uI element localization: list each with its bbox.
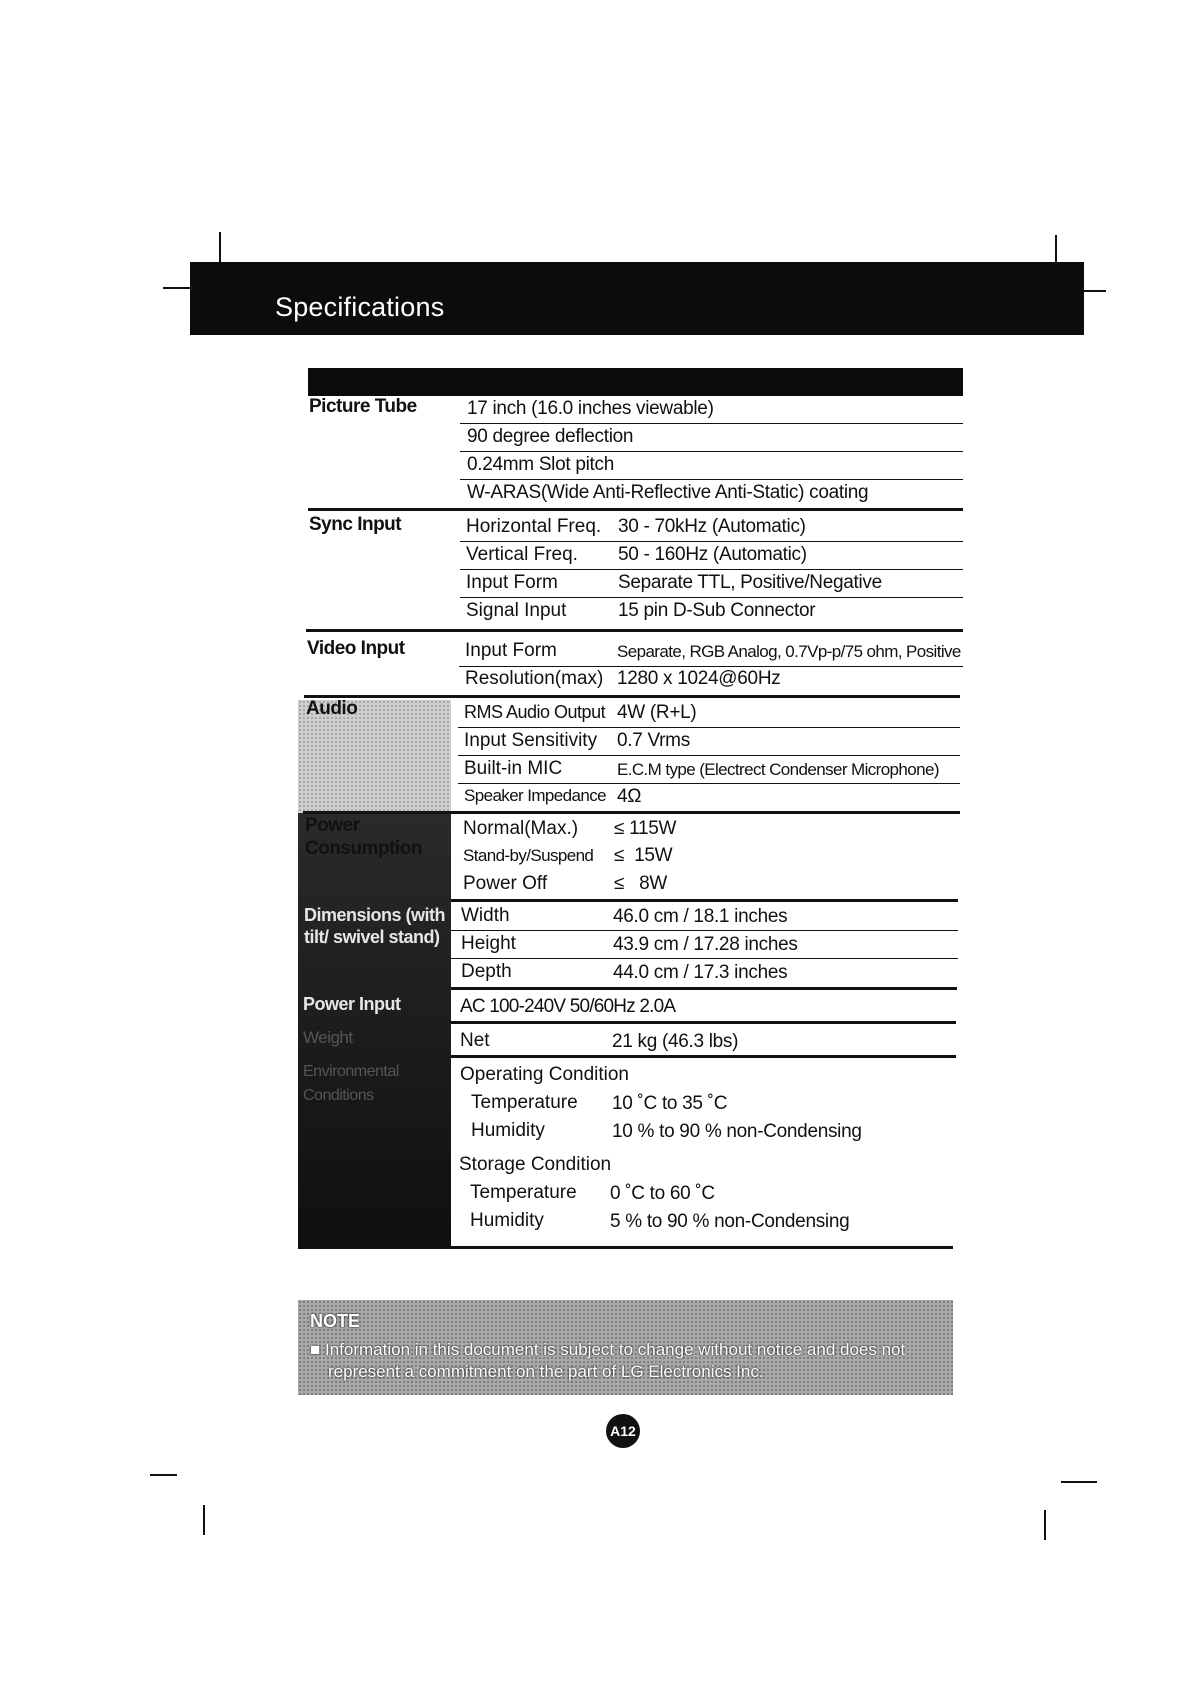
spec-key: Input Form (466, 572, 558, 593)
crop-mark (1044, 1510, 1046, 1540)
row-divider (451, 930, 958, 931)
row-divider (458, 727, 960, 728)
spec-key: Height (461, 933, 516, 954)
section-label-dimensions: Dimensions (with (304, 905, 446, 925)
section-label-picture-tube: Picture Tube (309, 396, 417, 417)
spec-value: 10 ˚C to 35 ˚C (612, 1093, 728, 1114)
table-header-bar (308, 368, 963, 396)
section-divider (303, 811, 960, 814)
crop-mark (150, 1474, 177, 1476)
section-divider (451, 1021, 956, 1024)
spec-line: 90 degree deflection (467, 426, 634, 447)
spec-key: Input Form (465, 640, 557, 661)
spec-key: Temperature (470, 1182, 577, 1203)
spec-key: Depth (461, 961, 512, 982)
section-divider (451, 987, 957, 990)
row-divider (460, 541, 963, 542)
spec-value: Separate, RGB Analog, 0.7Vp-p/75 ohm, Positive (617, 642, 961, 661)
spec-value: ≤ 8W (614, 873, 667, 894)
spec-line: 17 inch (16.0 inches viewable) (467, 398, 714, 419)
row-divider (460, 423, 963, 424)
row-divider (451, 958, 958, 959)
section-divider (451, 899, 958, 902)
page-title: Specifications (275, 292, 445, 322)
spec-key: Built-in MIC (464, 758, 563, 779)
spec-key: Stand-by/Suspend (463, 846, 594, 865)
spec-value: 50 - 160Hz (Automatic) (618, 544, 807, 565)
row-divider (460, 569, 963, 570)
spec-key: RMS Audio Output (464, 702, 606, 722)
spec-key: Horizontal Freq. (466, 516, 602, 537)
section-label-dimensions: tilt/ swivel stand) (304, 927, 440, 947)
spec-key: Width (461, 905, 510, 926)
crop-mark (219, 232, 221, 262)
crop-mark (1055, 235, 1057, 263)
subsection-title: Storage Condition (459, 1154, 612, 1175)
section-divider (304, 695, 960, 698)
section-label-audio: Audio (306, 698, 358, 719)
spec-value: 30 - 70kHz (Automatic) (618, 516, 806, 537)
section-divider (308, 508, 963, 511)
spec-value: 0.7 Vrms (617, 730, 690, 751)
spec-value: AC 100-240V 50/60Hz 2.0A (460, 996, 676, 1017)
note-text: represent a commitment on the part of LG Electronics Inc. (328, 1362, 764, 1381)
spec-key: Humidity (470, 1210, 544, 1231)
spec-value: 5 % to 90 % non-Condensing (610, 1211, 850, 1232)
spec-value: 4Ω (617, 786, 642, 807)
spec-key: Vertical Freq. (466, 544, 578, 565)
row-divider (459, 666, 963, 667)
row-divider (458, 783, 960, 784)
spec-value: ≤ 15W (614, 845, 673, 866)
spec-value: 44.0 cm / 17.3 inches (613, 962, 788, 983)
page-number-badge: A12 (606, 1414, 640, 1448)
section-label-sync-input: Sync Input (309, 514, 402, 535)
section-label-environmental: Environmental (303, 1063, 399, 1080)
row-divider (460, 479, 963, 480)
spec-value: 43.9 cm / 17.28 inches (613, 934, 798, 955)
spec-value: 10 % to 90 % non-Condensing (612, 1121, 862, 1142)
crop-mark (1061, 1481, 1097, 1483)
spec-key: Resolution(max) (465, 668, 604, 689)
section-label-power-input: Power Input (303, 994, 401, 1014)
note-text: ■ Information in this document is subject to change without notice and does not (310, 1340, 906, 1359)
spec-value: 21 kg (46.3 lbs) (612, 1031, 739, 1052)
section-label-power-consumption: Consumption (305, 838, 422, 859)
spec-value: 1280 x 1024@60Hz (617, 668, 781, 689)
spec-key: Net (460, 1030, 490, 1051)
spec-value: 0 ˚C to 60 ˚C (610, 1183, 715, 1204)
spec-key: Signal Input (466, 600, 567, 621)
section-label-power-consumption: Power (305, 815, 360, 836)
spec-line: 0.24mm Slot pitch (467, 454, 614, 475)
spec-key: Input Sensitivity (464, 730, 598, 751)
section-label-environmental: Conditions (303, 1087, 374, 1104)
spec-key: Speaker Impedance (464, 786, 606, 805)
row-divider (460, 597, 963, 598)
spec-key: Power Off (463, 873, 548, 894)
spec-value: 4W (R+L) (617, 702, 697, 723)
spec-value: E.C.M type (Electrect Condenser Microphone) (617, 760, 939, 779)
spec-value: Separate TTL, Positive/Negative (618, 572, 882, 593)
section-divider (451, 1055, 956, 1058)
table-bottom-border (298, 1246, 953, 1249)
spec-line: W-ARAS(Wide Anti-Reflective Anti-Static) coating (467, 482, 869, 503)
spec-key: Temperature (471, 1092, 578, 1113)
crop-mark (163, 287, 190, 289)
section-label-video-input: Video Input (307, 638, 405, 659)
section-divider (306, 629, 963, 632)
crop-mark (1084, 290, 1106, 292)
note-title: NOTE (310, 1311, 361, 1331)
spec-key: Normal(Max.) (463, 818, 579, 839)
row-divider (458, 755, 960, 756)
spec-key: Humidity (471, 1120, 545, 1141)
crop-mark (203, 1505, 205, 1535)
subsection-title: Operating Condition (460, 1064, 629, 1085)
spec-value: 46.0 cm / 18.1 inches (613, 906, 788, 927)
spec-value: ≤ 115W (614, 818, 677, 839)
section-label-weight: Weight (303, 1028, 353, 1047)
row-divider (460, 451, 963, 452)
spec-value: 15 pin D-Sub Connector (618, 600, 816, 621)
